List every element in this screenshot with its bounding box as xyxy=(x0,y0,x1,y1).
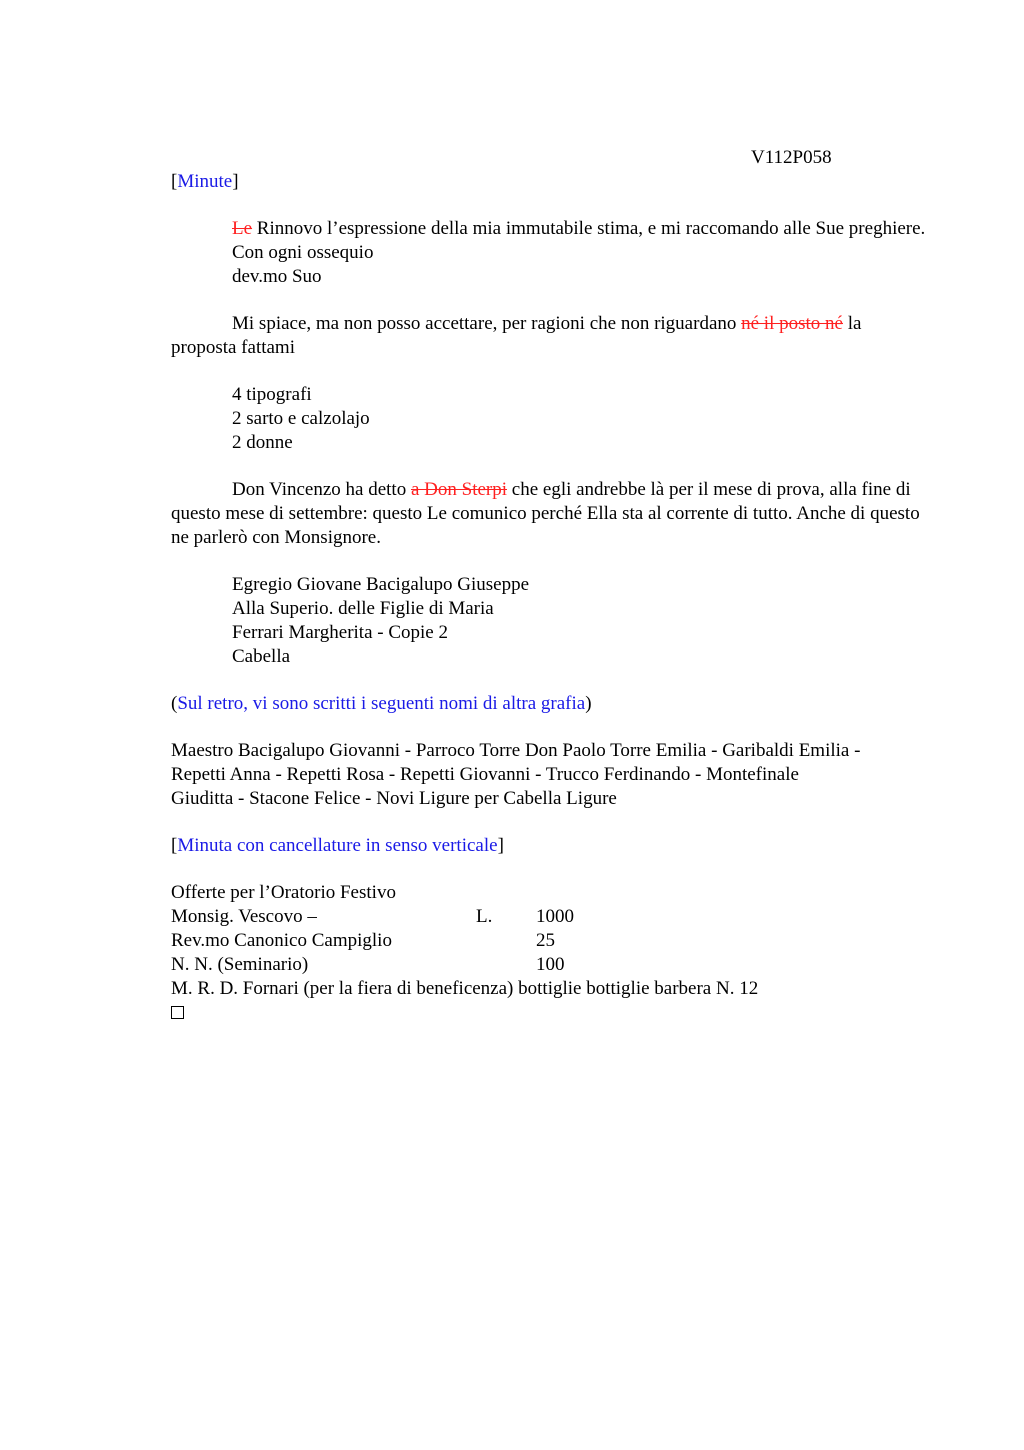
vertical-cancel-note xyxy=(171,834,931,858)
list-item: 2 sarto e calzolajo xyxy=(232,408,370,429)
minute-header-note xyxy=(171,170,931,194)
paragraph-text-after: la proposta fattami xyxy=(171,313,862,358)
address-line: Egregio Giovane Bacigalupo Giuseppe xyxy=(232,574,530,595)
names-line-3: Giuditta - Stacone Felice - Novi Ligure per Cabella Ligure xyxy=(171,788,617,809)
offer-amount: 25 xyxy=(536,930,555,951)
struck-phrase: né il posto né xyxy=(741,313,843,334)
bracket-open: [ xyxy=(171,835,178,856)
bracket-close: ] xyxy=(232,171,239,192)
vertical-note-text: Minuta con cancellature in senso verticale xyxy=(177,835,498,856)
paragraph-text-before: Don Vincenzo ha detto xyxy=(232,479,411,500)
paragraph-text-before: Mi spiace, ma non posso accettare, per ragioni che non riguardano xyxy=(232,313,742,334)
address-line: Ferrari Margherita - Copie 2 xyxy=(232,622,448,643)
paragraph-don-vincenzo xyxy=(171,478,931,550)
list-item: 4 tipografi xyxy=(232,384,312,405)
address-line: Alla Superio. delle Figlie di Maria xyxy=(232,598,494,619)
paragraph-mi-spiace xyxy=(171,312,931,360)
paren-close: ) xyxy=(585,693,592,714)
minute-note-text: Minute xyxy=(177,171,233,192)
names-line-2: Repetti Anna - Repetti Rosa - Repetti Giovanni - Trucco Ferdinando - Montefinale xyxy=(171,764,799,785)
back-note-text: Sul retro, vi sono scritti i seguenti nomi di altra grafia xyxy=(177,693,586,714)
struck-phrase: a Don Sterpi xyxy=(410,479,508,500)
offer-currency: L. xyxy=(476,906,493,927)
paragraph-text: Rinnovo l’espressione della mia immutabile stima, e mi raccomando alle Sue preghiere. xyxy=(252,218,926,239)
back-side-note xyxy=(171,692,931,716)
closing-line-2: dev.mo Suo xyxy=(232,266,322,287)
address-line: Cabella xyxy=(232,646,291,667)
struck-word: Le xyxy=(232,218,253,239)
bracket-open: [ xyxy=(171,171,178,192)
document-id: V112P058 xyxy=(751,147,832,168)
checkbox-row xyxy=(171,1001,931,1026)
offer-name: N. N. (Seminario) xyxy=(171,954,309,975)
offer-amount: 100 xyxy=(536,954,565,975)
offer-last-line: M. R. D. Fornari (per la fiera di beneficenza) bottiglie bottiglie barbera N. 12 xyxy=(171,978,759,999)
offer-row xyxy=(171,953,931,977)
offer-name: Rev.mo Canonico Campiglio xyxy=(171,930,392,951)
offers-title: Offerte per l’Oratorio Festivo xyxy=(171,882,396,903)
offer-amount: 1000 xyxy=(536,906,574,927)
offer-name: Monsig. Vescovo – xyxy=(171,906,317,927)
paren-open: ( xyxy=(171,693,178,714)
list-item: 2 donne xyxy=(232,432,293,453)
offer-row xyxy=(171,929,931,953)
closing-line-1: Con ogni ossequio xyxy=(232,242,374,263)
checkbox-square-icon xyxy=(171,1006,184,1019)
names-line-1: Maestro Bacigalupo Giovanni - Parroco Torre Don Paolo Torre Emilia - Garibaldi Emilia - xyxy=(171,740,861,761)
paragraph-rinnovo xyxy=(171,217,931,241)
offer-row xyxy=(171,905,931,929)
paragraph-text-after: che egli andrebbe là per il mese di prova, alla fine di questo mese di settembre: questo Le comunico perché Ella sta al corrente di tutto. Anche di questo ne parlerò con Monsignore. xyxy=(171,479,920,548)
bracket-close: ] xyxy=(497,835,504,856)
document-body xyxy=(171,146,931,1026)
